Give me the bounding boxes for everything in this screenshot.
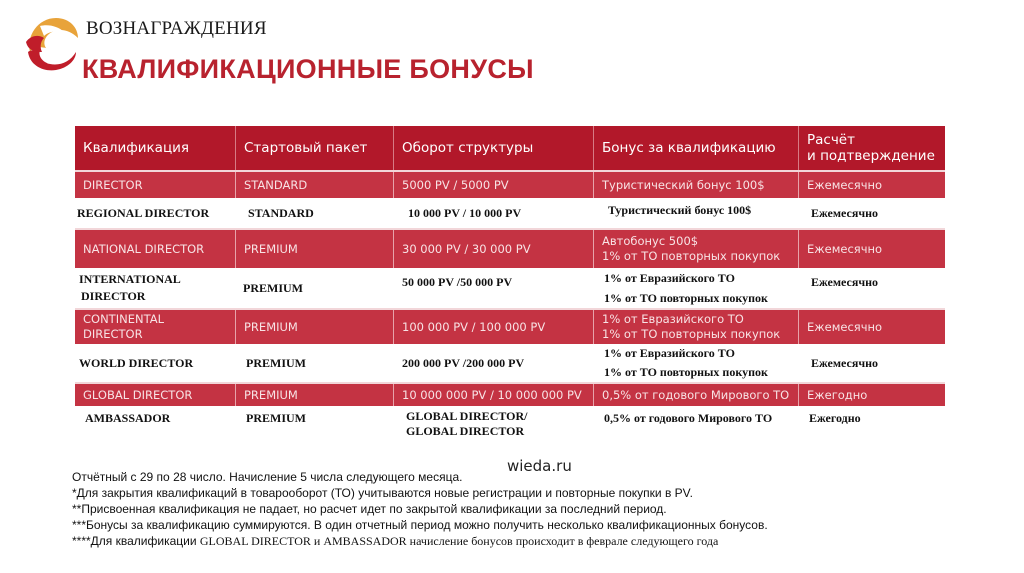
column-header-calculation: [799, 126, 945, 170]
qualification-bonus-table: [75, 126, 945, 442]
footnote-3: ***Бонусы за квалификацию суммируются. В один отчетный период можно получить несколько квалификационных бонусов.: [72, 518, 768, 532]
bonus-cell: [594, 230, 799, 268]
bonus-line: 1% от Евразийского ТО: [602, 312, 744, 326]
turnover-cell: 200 000 PV /200 000 PV: [402, 355, 525, 370]
table-row: [75, 268, 945, 308]
calc-cell: Ежегодно: [807, 387, 868, 402]
section-subtitle: ВОЗНАГРАЖДЕНИЯ: [86, 18, 267, 39]
table-row: [75, 382, 945, 406]
table-row: [75, 308, 945, 344]
footnote-4-rest: GLOBAL DIRECTOR и AMBASSADOR начисление бонусов происходит в феврале следующего года: [199, 534, 719, 548]
bonus-cell: [594, 344, 799, 382]
package-cell: PREMIUM: [246, 411, 306, 425]
footnote-4-prefix: ****Для квалификации: [72, 534, 200, 548]
qualification-cell: WORLD DIRECTOR: [79, 355, 194, 370]
qualification-cell: [75, 268, 236, 308]
footnote-4: [72, 533, 768, 549]
qualification-line: DIRECTOR: [83, 327, 143, 341]
calc-cell: Ежемесячно: [811, 275, 879, 289]
column-header-structure-turnover: Оборот структуры: [394, 126, 594, 170]
bonus-cell: [594, 198, 799, 228]
bonus-cell: [594, 310, 799, 344]
qualification-cell: GLOBAL DIRECTOR: [75, 384, 236, 406]
bonus-cell: [594, 406, 799, 442]
bonus-line: 0,5% от годового Мирового ТО: [604, 411, 773, 425]
qualification-cell: REGIONAL DIRECTOR: [77, 205, 210, 220]
column-header-starter-package: Стартовый пакет: [236, 126, 394, 170]
bonus-cell: [594, 384, 799, 406]
turnover-cell: [394, 406, 594, 442]
bonus-line: Туристический бонус 100$: [602, 177, 765, 192]
package-cell: PREMIUM: [243, 280, 303, 295]
bonus-line: 0,5% от годового Мирового ТО: [602, 387, 790, 402]
watermark-site: wieda.ru: [507, 457, 572, 475]
qualification-cell: [75, 310, 236, 344]
table-row: [75, 344, 945, 382]
column-header-calculation-line2: и подтверждение: [807, 148, 935, 164]
bonus-line: 1% от ТО повторных покупок: [604, 365, 768, 379]
qualification-line: DIRECTOR: [81, 289, 146, 303]
package-cell: STANDARD: [236, 172, 394, 198]
bonus-line: 1% от Евразийского ТО: [604, 271, 735, 285]
calc-cell: Ежемесячно: [807, 177, 883, 192]
turnover-cell: 30 000 PV / 30 000 PV: [394, 230, 594, 268]
calc-cell: Ежемесячно: [811, 205, 879, 220]
package-cell: PREMIUM: [246, 355, 306, 370]
bonus-line: 1% от ТО повторных покупок: [602, 327, 781, 341]
calc-cell: Ежегодно: [809, 411, 861, 425]
table-row: [75, 170, 945, 198]
turnover-cell: 50 000 PV /50 000 PV: [402, 275, 513, 289]
calc-cell: Ежемесячно: [807, 241, 883, 256]
qualification-line: INTERNATIONAL: [79, 272, 181, 286]
bonus-line: 1% от ТО повторных покупок: [602, 249, 781, 263]
bonus-line: 1% от ТО повторных покупок: [604, 291, 768, 305]
turnover-cell: 10 000 PV / 10 000 PV: [408, 205, 522, 220]
column-header-bonus: Бонус за квалификацию: [594, 126, 799, 170]
qualification-cell: DIRECTOR: [75, 172, 236, 198]
brand-logo-icon: [20, 12, 82, 74]
footnote-2: **Присвоенная квалификация не падает, но расчет идет по закрытой квалификации за последний период.: [72, 502, 667, 516]
turnover-cell: 10 000 000 PV / 10 000 000 PV: [394, 384, 594, 406]
bonus-line: 1% от Евразийского ТО: [604, 346, 735, 360]
package-cell: STANDARD: [248, 205, 314, 220]
table-row: [75, 198, 945, 228]
bonus-cell: [594, 268, 799, 308]
column-header-qualification: Квалификация: [75, 126, 236, 170]
turnover-line: GLOBAL DIRECTOR: [406, 424, 525, 438]
bonus-cell: [594, 172, 799, 198]
package-cell: PREMIUM: [236, 310, 394, 344]
page-title: КВАЛИФИКАЦИОННЫЕ БОНУСЫ: [82, 54, 534, 84]
turnover-cell: 5000 PV / 5000 PV: [394, 172, 594, 198]
qualification-line: CONTINENTAL: [83, 312, 164, 326]
qualification-cell: AMBASSADOR: [85, 411, 171, 425]
bonus-line: Туристический бонус 100$: [608, 203, 752, 217]
calc-cell: Ежемесячно: [807, 319, 883, 334]
package-cell: PREMIUM: [236, 230, 394, 268]
table-row: [75, 406, 945, 442]
footnote-reporting-period: Отчётный с 29 по 28 число. Начисление 5 числа следующего месяца.: [72, 470, 463, 484]
turnover-line: GLOBAL DIRECTOR/: [406, 409, 528, 423]
table-header-row: [75, 126, 945, 170]
turnover-cell: 100 000 PV / 100 000 PV: [394, 310, 594, 344]
calc-cell: Ежемесячно: [811, 355, 879, 370]
package-cell: PREMIUM: [236, 384, 394, 406]
table-row: [75, 228, 945, 268]
bonus-line: Автобонус 500$: [602, 234, 699, 248]
column-header-calculation-line1: Расчёт: [807, 132, 855, 148]
footnotes: [72, 469, 768, 549]
qualification-cell: NATIONAL DIRECTOR: [75, 230, 236, 268]
footnote-1: *Для закрытия квалификаций в товарооборот (ТО) учитываются новые регистрации и повторные покупки в PV.: [72, 486, 693, 500]
